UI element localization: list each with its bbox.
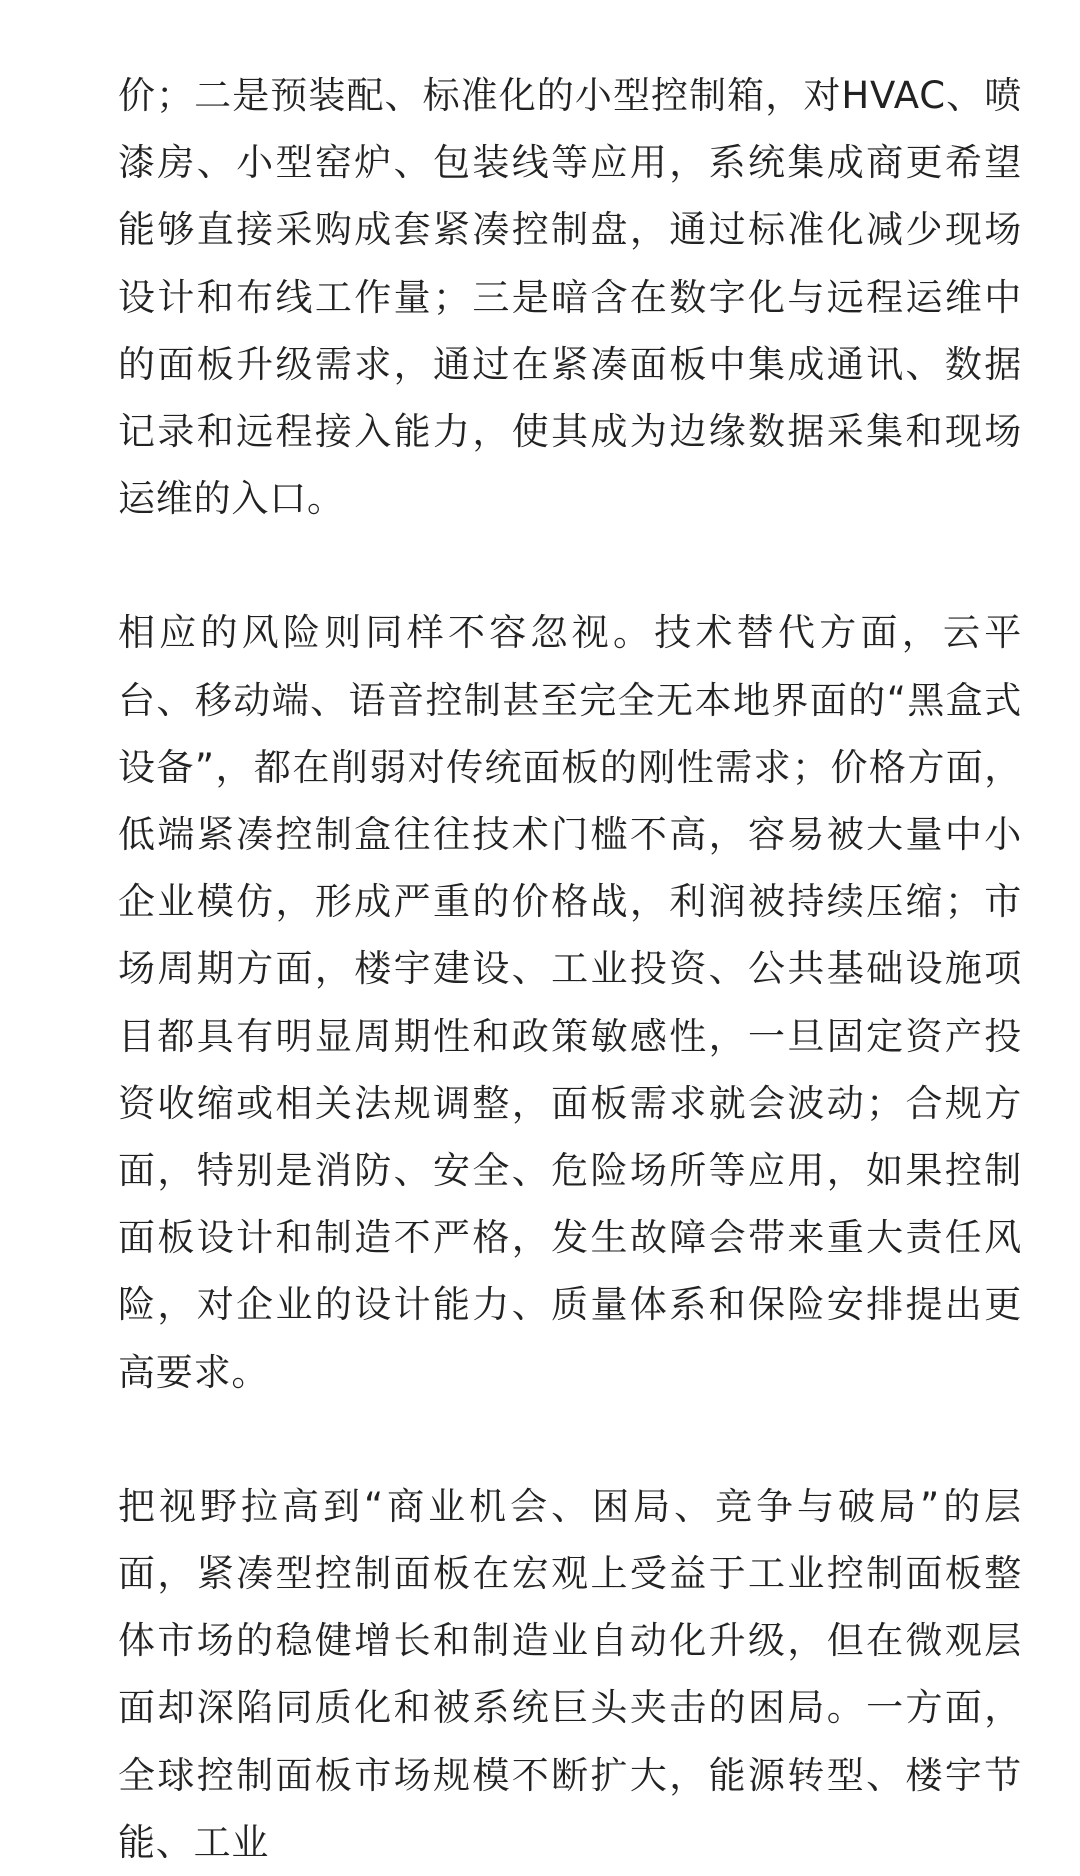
paragraph-1: 价；二是预装配、标准化的小型控制箱，对HVAC、喷漆房、小型窑炉、包装线等应用，系统集成商更希望能够直接采购成套紧凑控制盘，通过标准化减少现场设计和布线工作量；三是暗含在数字化与远程运维中的面板升级需求，通过在紧凑面板中集成通讯、数据记录和远程接入能力，使其成为边缘数据采集和现场运维的入口。 — [118, 74, 1022, 521]
paragraph-2: 相应的风险则同样不容忽视。技术替代方面，云平台、移动端、语音控制甚至完全无本地界面的“黑盒式设备”，都在削弱对传统面板的刚性需求；价格方面，低端紧凑控制盒往往技术门槛不高，容易被大量中小企业模仿，形成严重的价格战，利润被持续压缩；市场周期方面，楼宇建设、工业投资、公共基础设施项目都具有明显周期性和政策敏感性，一旦固定资产投资收缩或相关法规调整，面板需求就会波动；合规方面，特别是消防、安全、危险场所等应用，如果控制面板设计和制造不严格，发生故障会带来重大责任风险，对企业的设计能力、质量体系和保险安排提出更高要求。 — [118, 611, 1022, 1394]
article-body — [118, 62, 1022, 1876]
paragraph-3: 把视野拉高到“商业机会、困局、竞争与破局”的层面，紧凑型控制面板在宏观上受益于工业控制面板整体市场的稳健增长和制造业自动化升级，但在微观层面却深陷同质化和被系统巨头夹击的困局。一方面，全球控制面板市场规模不断扩大，能源转型、楼宇节能、工业 — [118, 1484, 1022, 1864]
